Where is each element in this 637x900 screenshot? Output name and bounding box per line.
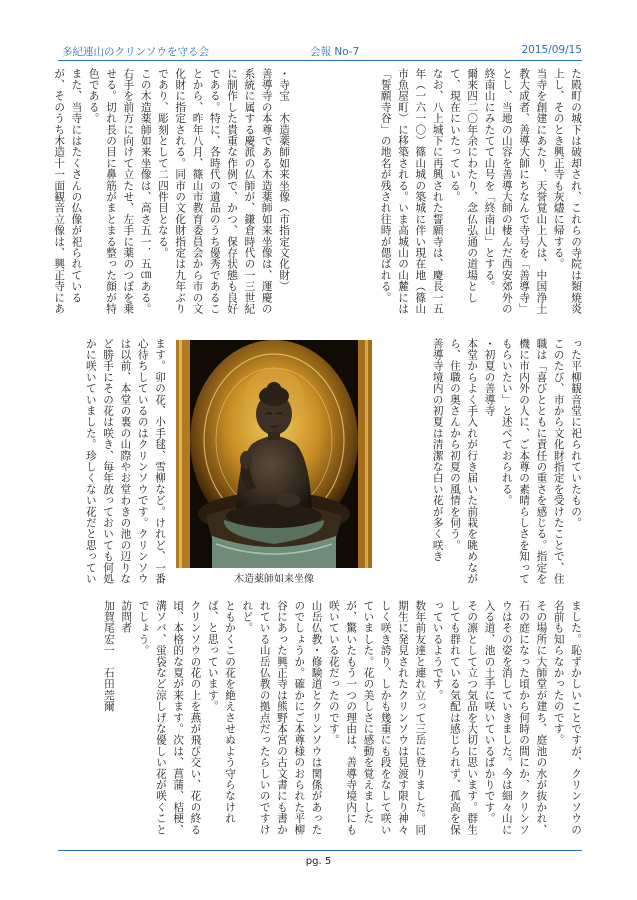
- section-heading: ・寺宝 木造薬師如来坐像（市指定文化財）: [278, 68, 290, 292]
- footer-rule: [58, 850, 582, 851]
- paragraph: 爾来四二〇年余にわたり、念仏弘通の道場として、現在にいたっている。: [448, 68, 479, 304]
- paragraph: ともかくこの花を絶えさせぬよう守らなければ、と思っています。: [206, 600, 237, 824]
- buddha-statue-photo: [176, 340, 372, 568]
- paragraph: 当寺を創建にあたり、天誉覚山上人は、中国浄土教大成者、善導大師にちなんで寺号を「善導寺」とし、当地の山容を善導大師の棲んだ西安郊外の終南山にみたてて山号を「終南山」とする。: [483, 68, 548, 315]
- article-middle-left-column: [60, 338, 168, 586]
- header-org-name: 多紀連山のクリンソウを守る会: [62, 46, 209, 58]
- paragraph: その凛として立つ気品を大切に思います。群生しても群れている気配は感じられず、孤高を保っているようです。: [431, 600, 479, 836]
- article-top-right-column: [306, 68, 584, 320]
- header-date: 2015/09/15: [521, 44, 582, 56]
- page-header: [62, 42, 582, 60]
- paragraph: た殿町の城下は破却され、これらの寺院は類焼炎上し、そのとき興正寺も灰燼に帰する。: [552, 68, 582, 315]
- paragraph: クリンソウの花の上を燕が飛び交い、花の終る頃、本格的な夏が来ます。次は、菖蒲、桔梗、溝ソバ、蛍袋など涼しげな優しい花が咲くことでしょう。: [137, 600, 202, 836]
- paragraph: ました。恥ずかしいことですが、クリンソウの名前も知らなかったのです。: [552, 600, 582, 836]
- paragraph: また、当寺にはたくさんの仏像が祀られているが、そのうち木造十一面観音立像は、興正寺にあ: [53, 68, 83, 315]
- paragraph: 数年前友達と連れ立って三岳に登りました。同期生に発見されたクリンソウは見渡す限り神々しく咲き誇り、しかも幾重にも段をなして咲いていました。花の美しさに感動を覚えましたが、驚いたもう一つの理由は、善導寺境内にも咲いている花だったのです。: [327, 600, 427, 836]
- article-top-left-column: [53, 68, 292, 320]
- buddha-statue-image: [176, 340, 372, 568]
- paragraph: なお、八上城下に再興された誓願寺は、慶長一五年（一六一〇）篠山城の築城に伴い現在地（篠山市魚屋町）に移築される。いま高城山の山麓には「誓願寺谷」の地名が残され往時が偲ばれる。: [379, 68, 444, 315]
- paragraph: ます。卯の花、小手毬、雪柳など。けれど、一番心待ちしているのはクリンソウです。クリンソウは以前、本堂の裏の山際やお堂わきの池の辺りなど勝手にその花は咲き、毎年放っておいても何処かに咲いていました。珍しくない花だと思ってい: [84, 338, 166, 585]
- paragraph: った平柳観音堂に祀られていたもの。: [570, 338, 582, 529]
- header-issue: 会報 No-7: [310, 46, 360, 58]
- photo-caption: 木造薬師如来坐像: [234, 574, 314, 585]
- header-rule: [58, 60, 582, 61]
- paragraph: この木造薬師如来坐像は、高さ五一．五㎝ある。右手を前方に向けて立たせ、左手に薬のつぼを乗せる。切れ長の目に鼻筋がまとまる整った顔が特色である。: [87, 68, 152, 315]
- paragraph: 善導寺境内の初夏は清潔な白い花が多く咲き: [431, 338, 444, 562]
- article-bottom-columns: [60, 600, 584, 838]
- paragraph: 山岳仏教・修験道とクリンソウは関係があったのでしょうか。確かにご本尊様のおられた平柳谷にあった興正寺は熊野本宮の古文書にも書かれている山岳仏教の拠点だったらしいのですけれど。: [241, 600, 323, 836]
- visitor-label: 訪問者: [120, 600, 133, 634]
- paragraph: 善導寺の本尊である木造薬師如来坐像は、運慶の系統に属する慶派の仏師が、鎌倉時代の一三世紀に制作した貴重な作例で、かつ、保存状態も良好である。特に、各時代の遺品のうち優秀であることから、昨年八月、篠山市教育委員会から市の文化財に指定される。同市の文化財指定は九年ぶりであり、彫刻として二四件目となる。: [156, 68, 273, 315]
- paragraph: 本堂からよく手入れが行き届いた前栽を眺めながら、住職の奥さんから初夏の風情を伺う。: [448, 338, 479, 585]
- visitor-authors: 加賀尾宏一 石田莞爾: [102, 600, 115, 712]
- page-number: pg. 5: [305, 856, 332, 867]
- section-heading: ・初夏の善導寺: [483, 338, 496, 417]
- paragraph: このたび、市から文化財指定を受けたことで、住職は「喜びとともに責任の重さを感じる。指定を機に市内外の人に、ご本尊の素晴らしさを知ってもらいたい」と述べておられる。: [500, 338, 565, 585]
- article-middle-right-column: [410, 338, 584, 586]
- paragraph: その場所に大師堂が建ち、庭池の水が抜かれ、石の庭になった頃から何時の間にか、クリンソウはその姿を消していきました。今は細々山に入る道、池の土手に咲いているばかりです。: [483, 600, 548, 836]
